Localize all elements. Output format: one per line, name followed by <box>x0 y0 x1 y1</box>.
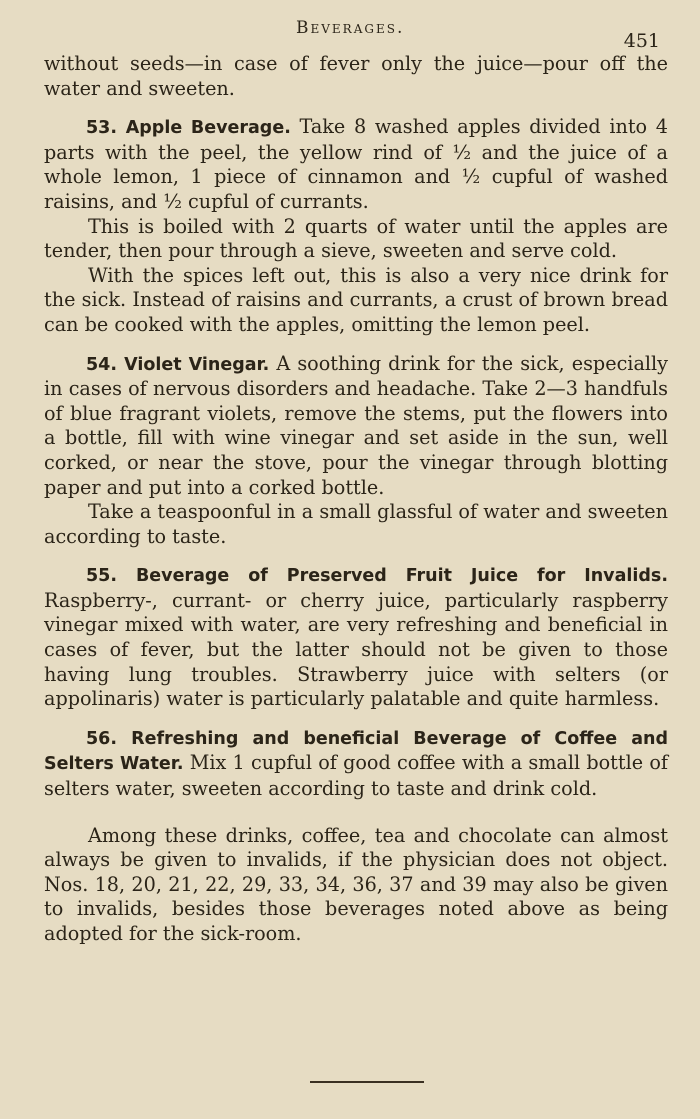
recipe-paragraph: With the spices left out, this is also a very nice drink for the sick. Instead of raisins and currants, a crust of brown bread can be cooked with the apples, omitting the lemon peel. <box>44 263 668 336</box>
recipe-paragraph: Raspberry-, currant- or cherry juice, particularly raspberry vinegar mixed with water, are very refreshing and beneficial in cases of fever, but the latter should not be given to those having lung troubles. Strawberry juice with selters (or appolinaris) water is particularly palatable and quite harmless. <box>44 588 668 711</box>
recipe-number: 53. <box>86 118 118 139</box>
recipe-title: Violet Vinegar. <box>124 354 270 375</box>
recipe-paragraph: This is boiled with 2 quarts of water until the apples are tender, then pour through a sieve, sweeten and serve cold. <box>44 214 668 263</box>
running-title: Beverages. <box>296 18 405 38</box>
recipe-title: Beverage of Preserved Fruit Juice for Invalids. <box>135 566 668 587</box>
recipe-title: Apple Beverage. <box>125 118 291 139</box>
end-rule <box>310 1081 424 1083</box>
recipe-number: 55. <box>86 566 118 587</box>
recipe-56 <box>44 726 668 802</box>
recipe-54 <box>44 352 668 550</box>
recipe-55 <box>44 563 668 712</box>
recipe-paragraph: Take a teaspoonful in a small glassful of water and sweeten according to taste. <box>44 500 668 548</box>
recipe-paragraph: Take 8 washed apples divided into 4 parts with the peel, the yellow rind of ½ and the juice of a whole lemon, 1 piece of cinnamon and ½ cupful of washed raisins, and ½ cupful of currants. <box>44 115 668 213</box>
page-number: 451 <box>623 30 660 52</box>
page-header <box>0 18 700 52</box>
page-body <box>44 52 668 947</box>
closing-paragraph: Among these drinks, coffee, tea and chocolate can almost always be given to invalids, if the physician does not object. Nos. 18, 20, 21, 22, 29, 33, 34, 36, 37 and 39 may also be given to invalids, besides those beverages noted above as being adopted for the sick-room. <box>44 823 668 945</box>
recipe-53 <box>44 115 668 337</box>
continued-paragraph: without seeds—in case of fever only the juice—pour off the water and sweeten. <box>44 52 668 100</box>
recipe-paragraph: A soothing drink for the sick, especially in cases of nervous disorders and headache. Take 2—3 handfuls of blue fragrant violets, remove the stems, put the flowers into a bottle, fill with wine vinegar and set aside in the sun, well corked, or near the stove, pour the vinegar through blotting paper and put into a corked bottle. <box>44 351 668 499</box>
recipe-number: 56. <box>86 728 118 749</box>
recipe-paragraph: Mix 1 cupful of good coffee with a small bottle of selters water, sweeten according to taste and drink cold. <box>44 751 668 801</box>
recipe-number: 54. <box>86 354 118 375</box>
recipe-title: Refreshing and beneficial Beverage of Coffee and Selters Water. <box>44 728 668 775</box>
